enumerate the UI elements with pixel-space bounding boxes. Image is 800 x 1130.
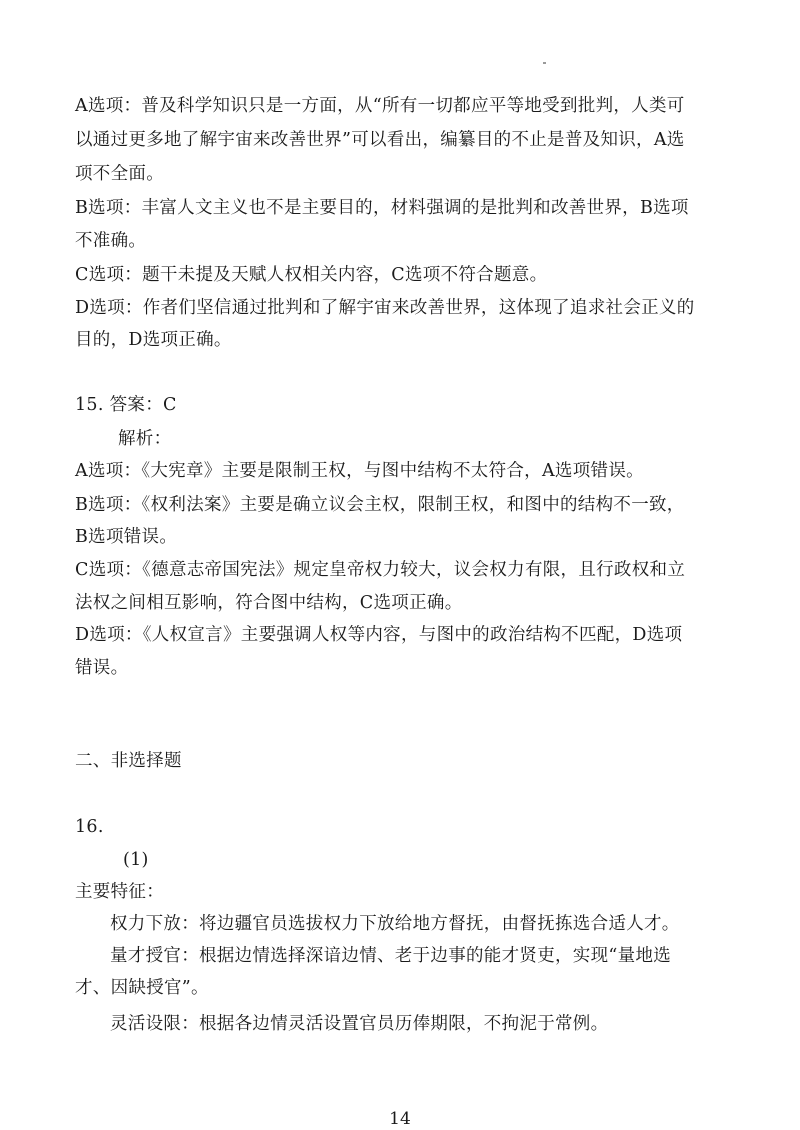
scan-speck — [543, 62, 546, 64]
q14-option-b-line1: B选项：丰富人文主义也不是主要目的，材料强调的是批判和改善世界，B选项 — [75, 198, 689, 218]
q14-option-a-line3: 项不全面。 — [75, 164, 164, 184]
q16-feature-paragraph-1: 权力下放：将边疆官员选拔权力下放给地方督抚，由督抚拣选合适人才。 — [110, 914, 680, 934]
q15-option-c-line1: C选项：《德意志帝国宪法》规定皇帝权力较大，议会权力有限，且行政权和立 — [75, 560, 686, 580]
q14-option-d-line2: 目的，D选项正确。 — [75, 330, 232, 350]
q14-option-d-line1: D选项：作者们坚信通过批判和了解宇宙来改善世界，这体现了追求社会正义的 — [75, 298, 695, 318]
q15-analysis-label: 解析： — [118, 429, 172, 449]
q14-option-a-line1: A选项：普及科学知识只是一方面，从“所有一切都应平等地受到批判，人类可 — [75, 96, 685, 116]
q15-option-d-line2: 错误。 — [75, 658, 129, 678]
q16-number: 16. — [75, 817, 104, 837]
section-heading: 二、非选择题 — [75, 751, 182, 771]
q15-option-d-line1: D选项：《人权宣言》主要强调人权等内容，与图中的政治结构不匹配，D选项 — [75, 625, 683, 645]
q15-option-c-line2: 法权之间相互影响，符合图中结构，C选项正确。 — [75, 593, 463, 613]
q16-feature-paragraph-3: 灵活设限：根据各边情灵活设置官员历俸期限，不拘泥于常例。 — [110, 1014, 609, 1034]
q14-option-b-line2: 不准确。 — [75, 231, 147, 251]
q15-option-a-line1: A选项：《大宪章》主要是限制王权，与图中结构不太符合，A选项错误。 — [75, 461, 644, 481]
q16-features-label: 主要特征： — [75, 882, 164, 902]
page-number: 14 — [389, 1109, 411, 1129]
q15-option-b-line1: B选项：《权利法案》主要是确立议会主权，限制王权，和图中的结构不一致， — [75, 495, 685, 515]
q16-sub-number: (1) — [123, 850, 149, 870]
q14-option-a-line2: 以通过更多地了解宇宙来改善世界”可以看出，编纂目的不止是普及知识，A选 — [75, 130, 685, 150]
q15-option-b-line2: B选项错误。 — [75, 527, 178, 547]
q14-option-c-line1: C选项：题干未提及天赋人权相关内容，C选项不符合题意。 — [75, 265, 548, 285]
q16-feature-paragraph-2-line1: 量才授官：根据边情选择深谙边情、老于边事的能才贤吏，实现“量地选 — [110, 946, 672, 966]
q15-answer: 15. 答案：C — [75, 395, 177, 415]
q16-feature-paragraph-2-line2: 才、因缺授官”。 — [75, 978, 209, 998]
